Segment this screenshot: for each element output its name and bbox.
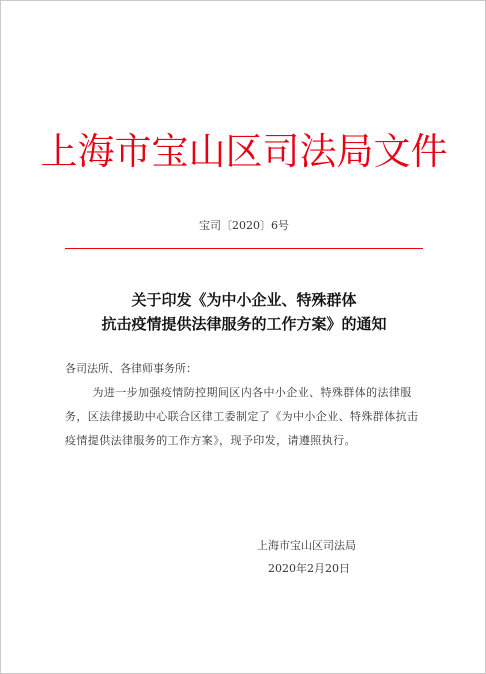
issuer-signature: 上海市宝山区司法局 <box>257 539 356 552</box>
document-body <box>65 357 423 453</box>
document-number: 宝司〔2020〕6号 <box>199 219 289 232</box>
issue-date: 2020年2月20日 <box>268 562 350 575</box>
document-masthead: 上海市宝山区司法局文件 <box>40 130 448 173</box>
salutation: 各司法所、各律师事务所： <box>65 362 197 375</box>
title-line-2: 抗击疫情提供法律服务的工作方案》的通知 <box>101 315 387 333</box>
title-line-1: 关于印发《为中小企业、特殊群体 <box>131 291 357 309</box>
body-paragraph: 为进一步加强疫情防控期间区内各中小企业、特殊群体的法律服务，区法律援助中心联合区律工委制定了《为中小企业、特殊群体抗击疫情提供法律服务的工作方案》，现予印发，请遵照执行。 <box>65 386 419 447</box>
document-title <box>1 288 486 336</box>
red-divider-line <box>65 248 423 249</box>
